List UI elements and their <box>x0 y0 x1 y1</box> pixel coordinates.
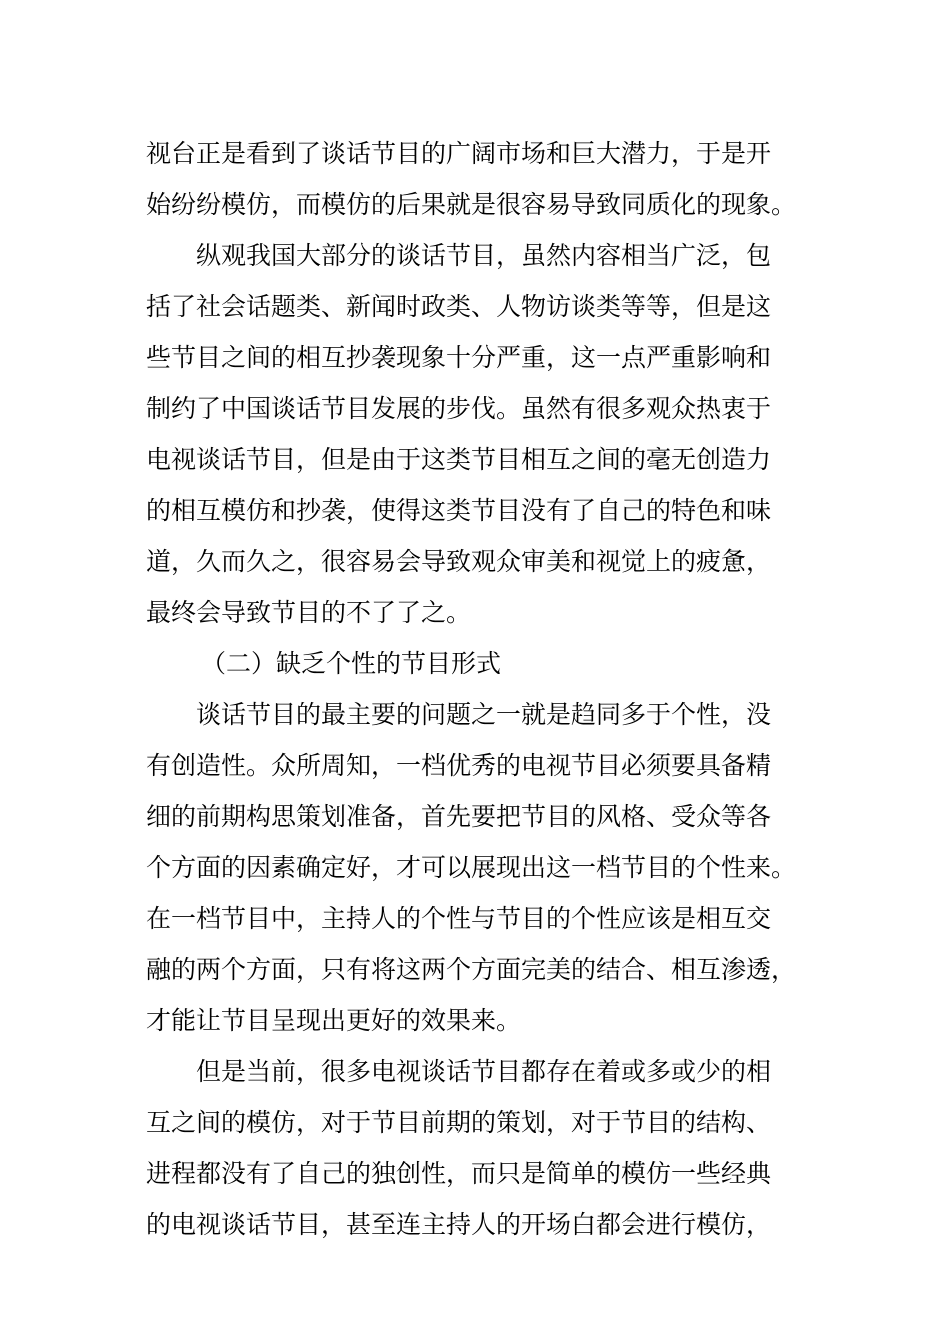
text-line: 进程都没有了自己的独创性，而只是简单的模仿一些经典 <box>146 1159 772 1188</box>
text-line: 的相互模仿和抄袭，使得这类节目没有了自己的特色和味 <box>146 496 772 525</box>
text-line: 有创造性。众所周知，一档优秀的电视节目必须要具备精 <box>146 751 772 780</box>
text-line: 才能让节目呈现出更好的效果来。 <box>146 1006 522 1035</box>
paragraph-first-line: 但是当前，很多电视谈话节目都存在着或多或少的相 <box>196 1057 772 1086</box>
text-line: 视台正是看到了谈话节目的广阔市场和巨大潜力，于是开 <box>146 139 772 168</box>
text-line: 电视谈话节目，但是由于这类节目相互之间的毫无创造力 <box>146 445 772 474</box>
text-line: 融的两个方面，只有将这两个方面完美的结合、相互渗透， <box>146 955 797 984</box>
paragraph-first-line: 纵观我国大部分的谈话节目，虽然内容相当广泛，包 <box>196 241 772 270</box>
paragraph-first-line: 谈话节目的最主要的问题之一就是趋同多于个性，没 <box>196 700 772 729</box>
text-line: 细的前期构思策划准备，首先要把节目的风格、受众等各 <box>146 802 772 831</box>
text-line: 些节目之间的相互抄袭现象十分严重，这一点严重影响和 <box>146 343 772 372</box>
text-line: 制约了中国谈话节目发展的步伐。虽然有很多观众热衷于 <box>146 394 772 423</box>
text-line: 互之间的模仿，对于节目前期的策划，对于节目的结构、 <box>146 1108 772 1137</box>
text-line: 的电视谈话节目，甚至连主持人的开场白都会进行模仿， <box>146 1210 772 1239</box>
body-text <box>146 128 806 1250</box>
section-heading: （二）缺乏个性的节目形式 <box>201 649 502 678</box>
text-line: 最终会导致节目的不了了之。 <box>146 598 472 627</box>
text-line: 个方面的因素确定好，才可以展现出这一档节目的个性来。 <box>146 853 797 882</box>
text-line: 道，久而久之，很容易会导致观众审美和视觉上的疲惫， <box>146 547 772 576</box>
text-line: 始纷纷模仿，而模仿的后果就是很容易导致同质化的现象。 <box>146 190 797 219</box>
text-line: 括了社会话题类、新闻时政类、人物访谈类等等，但是这 <box>146 292 772 321</box>
text-line: 在一档节目中，主持人的个性与节目的个性应该是相互交 <box>146 904 772 933</box>
